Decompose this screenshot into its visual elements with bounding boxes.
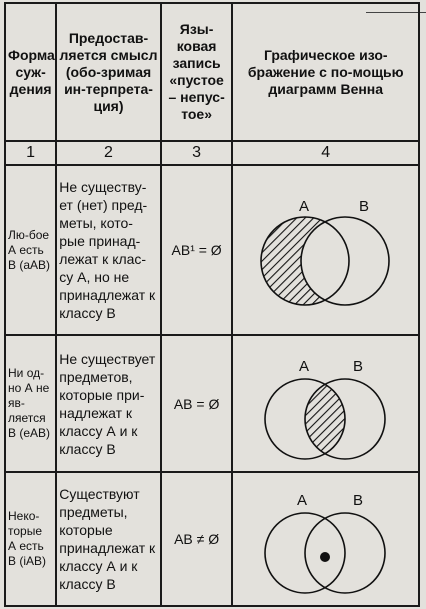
column-number-row <box>5 141 419 165</box>
judgment-record: AB ≠ Ø <box>161 472 233 606</box>
column-number: 3 <box>161 141 233 165</box>
judgment-meaning: Не существует предметов, которые при-надлежат к классу А и к классу В <box>56 335 161 472</box>
venn-diagram-cell <box>232 335 419 472</box>
header-row <box>5 3 419 141</box>
judgment-record: AB¹ = Ø <box>161 165 233 335</box>
venn-diagram <box>237 175 415 325</box>
judgment-record: AB = Ø <box>161 335 233 472</box>
column-number: 4 <box>232 141 419 165</box>
venn-label-a: A <box>298 198 309 215</box>
existence-dot <box>320 552 330 562</box>
judgment-meaning: Существуют предметы, которые принадлежат к классу А и к классу В <box>56 472 161 606</box>
venn-label-b: B <box>358 198 369 215</box>
venn-diagram-cell <box>232 165 419 335</box>
venn-label-b: B <box>352 492 363 509</box>
venn-label-a: A <box>296 492 307 509</box>
venn-diagram <box>237 475 415 603</box>
table-row <box>5 165 419 335</box>
judgment-forms-table <box>4 2 420 607</box>
judgment-form: Лю-бое А есть В (аАВ) <box>5 165 56 335</box>
venn-label-b: B <box>352 357 363 375</box>
header-record: Язы-ковая запись «пустое – непус-тое» <box>161 3 233 141</box>
judgment-form: Ни од-но А не яв-ляется В (еАВ) <box>5 335 56 472</box>
venn-label-a: A <box>298 357 309 375</box>
judgment-form: Неко-торые А есть В (iАВ) <box>5 472 56 606</box>
column-number: 1 <box>5 141 56 165</box>
venn-diagram <box>237 339 415 469</box>
column-number: 2 <box>56 141 161 165</box>
header-meaning: Предостав-ляется смысл (обо-зримая ин-терпрета-ция) <box>56 3 161 141</box>
judgment-meaning: Не существу-ет (нет) пред-меты, кото-рые принад-лежат к клас-су А, но не принадлежат к классу В <box>56 165 161 335</box>
table-row <box>5 472 419 606</box>
venn-diagram-cell <box>232 472 419 606</box>
header-venn: Графическое изо-бражение с по-мощью диаграмм Венна <box>232 3 419 141</box>
table-row <box>5 335 419 472</box>
header-form: Форма суж-дения <box>5 3 56 141</box>
